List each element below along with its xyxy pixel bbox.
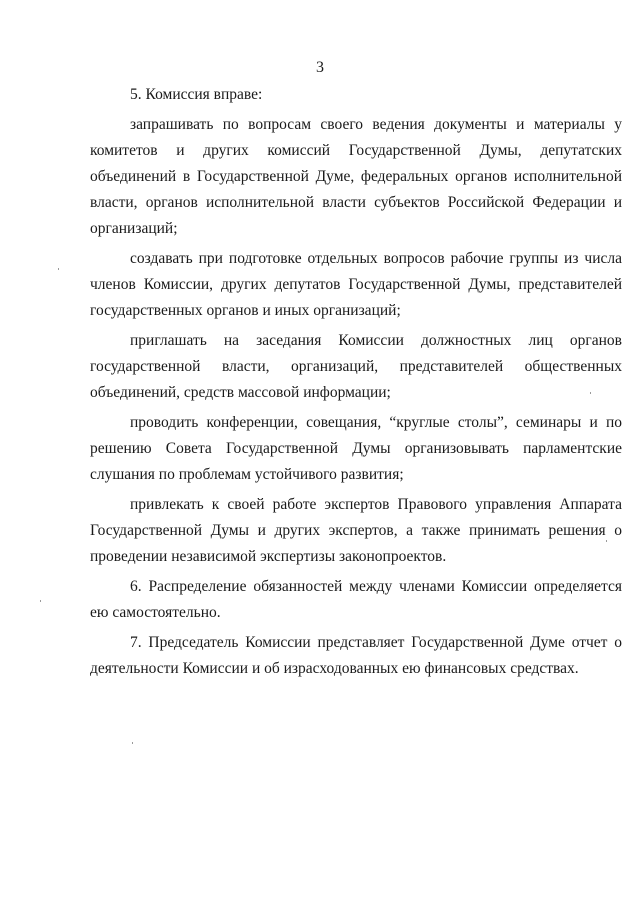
paragraph-hold-conferences: проводить конференции, совещания, “круглые столы”, семинары и по решению Совета Государственной Думы организовывать парламентские слушания по проблемам устойчивого развития; — [90, 414, 622, 483]
scan-speck — [40, 600, 41, 602]
scan-speck — [606, 540, 607, 542]
scan-speck — [58, 268, 59, 270]
paragraph-engage-experts: привлекать к своей работе экспертов Правового управления Аппарата Государственной Думы и других экспертов, а также принимать решения о проведении независимой экспертизы законопроектов. — [90, 496, 622, 565]
scan-speck — [590, 392, 591, 394]
paragraph-duties-distribution: 6. Распределение обязанностей между членами Комиссии определяется ею самостоятельно. — [90, 578, 622, 621]
page-number: 3 — [316, 59, 324, 76]
document-body — [90, 82, 622, 682]
scan-speck — [132, 742, 133, 744]
paragraph-create-working-groups: создавать при подготовке отдельных вопросов рабочие группы из числа членов Комиссии, других депутатов Государственной Думы, представителей государственных органов и иных организаций; — [90, 250, 622, 319]
paragraph-chairman-report: 7. Председатель Комиссии представляет Государственной Думе отчет о деятельности Комиссии и об израсходованных ею финансовых средствах. — [90, 634, 622, 677]
paragraph-commission-rights-heading: 5. Комиссия вправе: — [130, 86, 263, 103]
paragraph-invite-officials: приглашать на заседания Комиссии должностных лиц органов государственной власти, организаций, представителей общественных объединений, средств массовой информации; — [90, 332, 622, 401]
paragraph-request-documents: запрашивать по вопросам своего ведения документы и материалы у комитетов и других комиссий Государственной Думы, депутатских объединений в Государственной Думе, федеральных органов исполнительной власти, органов исполнительной власти субъектов Российской Федерации и организаций; — [90, 116, 622, 237]
